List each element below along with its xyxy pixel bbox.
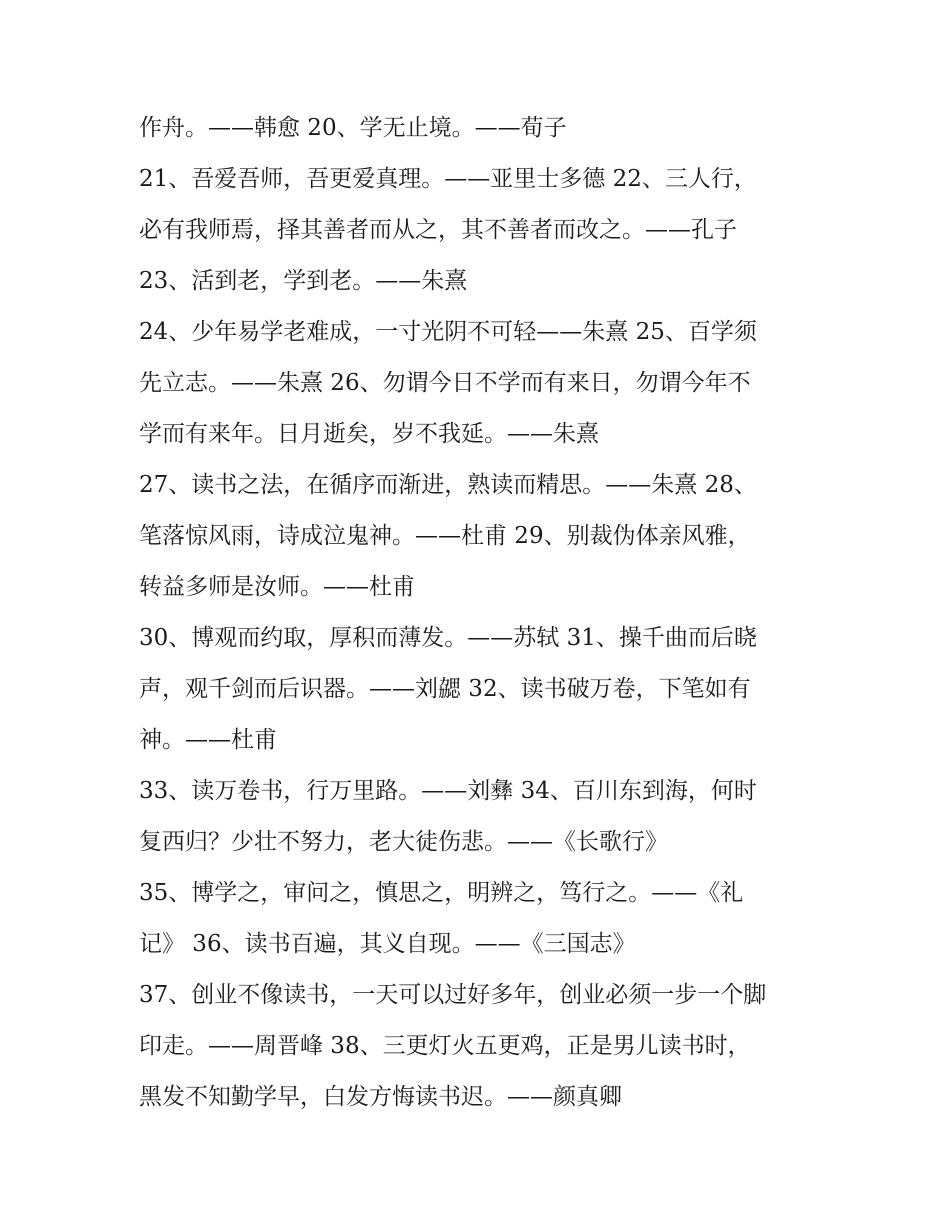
- text-line: 作舟。——韩愈 20、学无止境。——荀子: [139, 115, 567, 141]
- text-line: 23、活到老，学到老。——朱熹: [139, 268, 468, 294]
- text-line: 黑发不知勤学早，白发方悔读书迟。——颜真卿: [139, 1084, 622, 1110]
- text-line: 记》 36、读书百遍，其义自现。——《三国志》: [139, 931, 636, 957]
- text-line: 神。——杜甫: [139, 727, 277, 753]
- text-line: 转益多师是汝师。——杜甫: [139, 574, 415, 600]
- text-line: 印走。——周晋峰 38、三更灯火五更鸡，正是男儿读书时，: [139, 1033, 751, 1059]
- text-line: 21、吾爱吾师，吾更爱真理。——亚里士多德 22、三人行，: [139, 166, 757, 192]
- text-line: 35、博学之，审问之，慎思之，明辨之，笃行之。——《礼: [139, 880, 744, 906]
- text-line: 30、博观而约取，厚积而薄发。——苏轼 31、操千曲而后晓: [139, 625, 757, 651]
- text-line: 24、少年易学老难成，一寸光阴不可轻——朱熹 25、百学须: [139, 319, 757, 345]
- text-line: 33、读万卷书，行万里路。——刘彝 34、百川东到海，何时: [139, 778, 757, 804]
- text-line: 27、读书之法，在循序而渐进，熟读而精思。——朱熹 28、: [139, 472, 757, 498]
- quotes-text-block: [139, 103, 829, 1123]
- text-line: 学而有来年。日月逝矣，岁不我延。——朱熹: [139, 421, 599, 447]
- text-line: 必有我师焉，择其善者而从之，其不善者而改之。——孔子: [139, 217, 737, 243]
- text-line: 复西归？少壮不努力，老大徒伤悲。——《长歌行》: [139, 829, 668, 855]
- text-line: 笔落惊风雨，诗成泣鬼神。——杜甫 29、别裁伪体亲风雅，: [139, 523, 751, 549]
- text-line: 先立志。——朱熹 26、勿谓今日不学而有来日，勿谓今年不: [139, 370, 751, 396]
- text-line: 37、创业不像读书，一天可以过好多年，创业必须一步一个脚: [139, 982, 767, 1008]
- text-line: 声，观千剑而后识器。——刘勰 32、读书破万卷，下笔如有: [139, 676, 751, 702]
